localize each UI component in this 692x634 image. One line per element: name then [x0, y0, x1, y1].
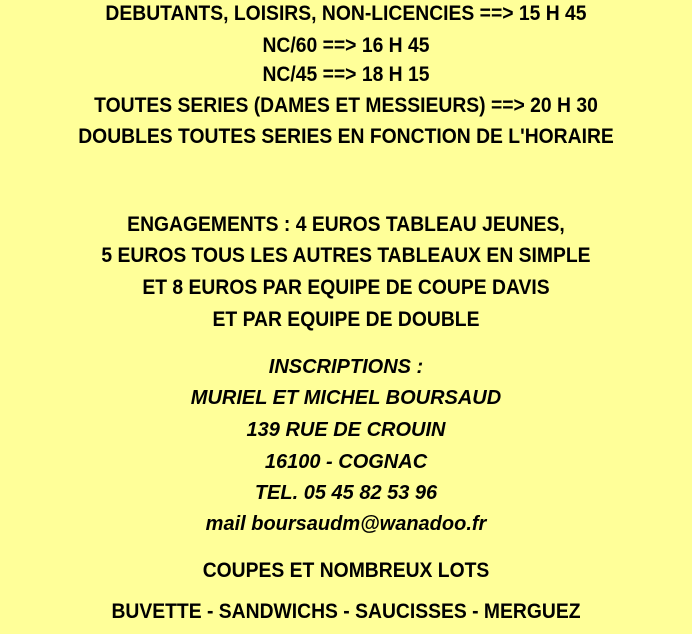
registration-email[interactable]: mail boursaudm@wanadoo.fr	[205, 513, 487, 535]
registration-city: 16100 - COGNAC	[264, 451, 428, 473]
registration-street: 139 RUE DE CROUIN	[246, 419, 446, 441]
schedule-line-toutes-series: TOUTES SERIES (DAMES ET MESSIEURS) ==> 20 H 30	[94, 94, 598, 117]
schedule-line-doubles: DOUBLES TOUTES SERIES EN FONCTION DE L'HORAIRE	[78, 125, 614, 148]
fees-line-1: ENGAGEMENTS : 4 EUROS TABLEAU JEUNES,	[127, 213, 565, 236]
registration-heading: INSCRIPTIONS :	[268, 356, 424, 378]
fees-line-2: 5 EUROS TOUS LES AUTRES TABLEAUX EN SIMPLE	[101, 244, 591, 267]
fees-line-3: ET 8 EUROS PAR EQUIPE DE COUPE DAVIS	[142, 276, 550, 299]
schedule-line-debutants: DEBUTANTS, LOISIRS, NON-LICENCIES ==> 15 H 45	[105, 2, 587, 25]
prizes-text: COUPES ET NOMBREUX LOTS	[202, 559, 490, 582]
schedule-line-nc45: NC/45 ==> 18 H 15	[262, 63, 430, 86]
registration-phone: TEL. 05 45 82 53 96	[254, 482, 438, 504]
registration-names: MURIEL ET MICHEL BOURSAUD	[190, 387, 502, 409]
fees-line-4: ET PAR EQUIPE DE DOUBLE	[212, 308, 480, 331]
schedule-line-nc60: NC/60 ==> 16 H 45	[262, 34, 430, 57]
refreshments-text: BUVETTE - SANDWICHS - SAUCISSES - MERGUEZ	[111, 600, 581, 623]
